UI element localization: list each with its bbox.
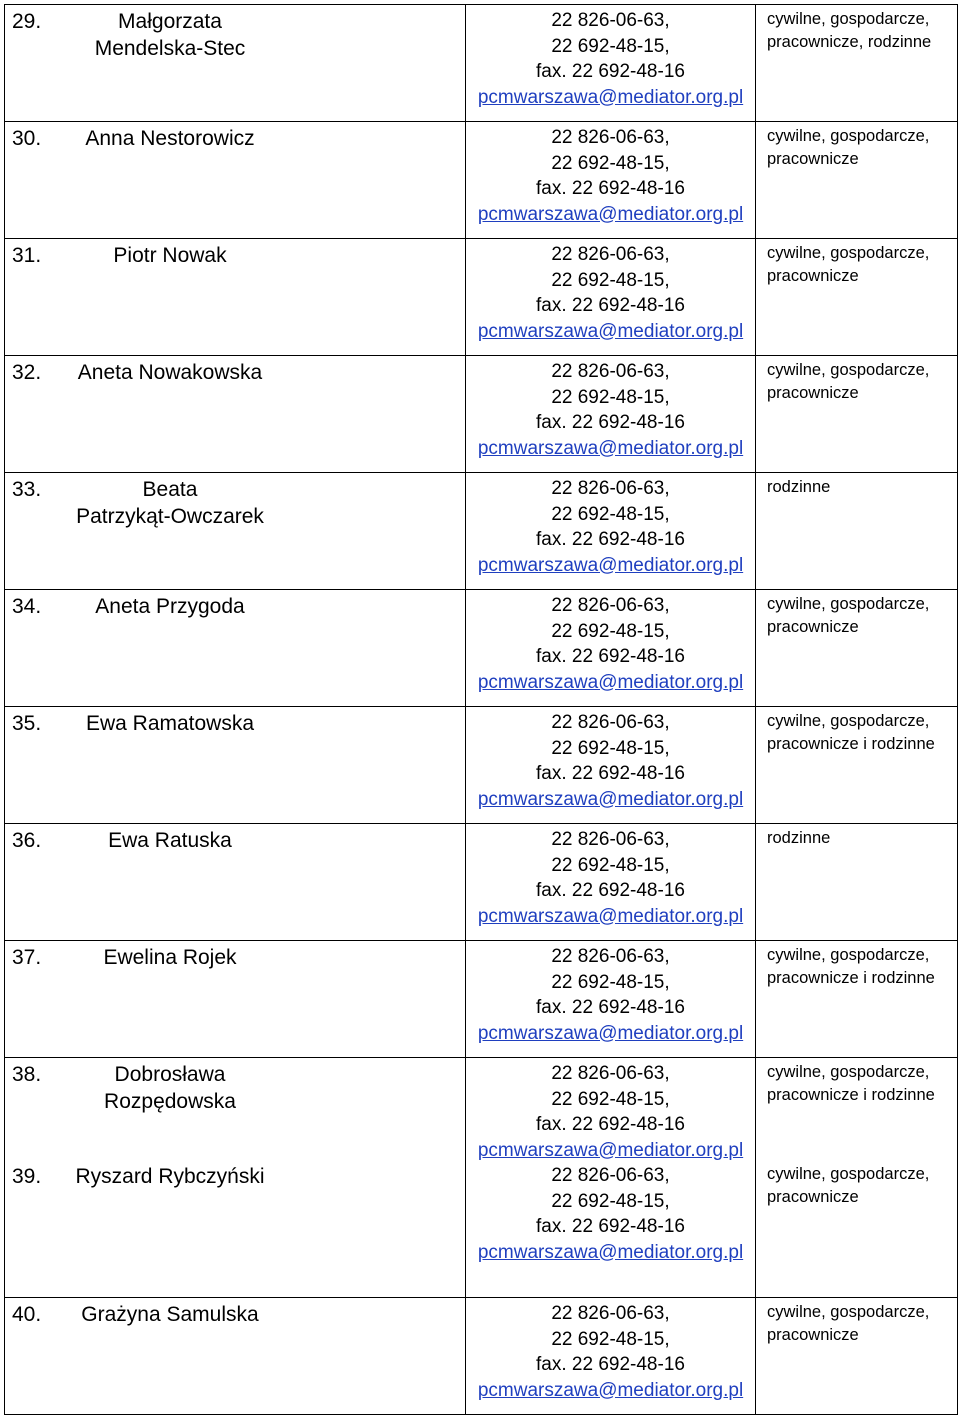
email-link[interactable]: pcmwarszawa@mediator.org.pl bbox=[477, 320, 744, 342]
email-link[interactable]: pcmwarszawa@mediator.org.pl bbox=[477, 1379, 744, 1401]
name-cell bbox=[5, 1160, 466, 1297]
email-link[interactable]: pcmwarszawa@mediator.org.pl bbox=[477, 437, 744, 459]
mediator-name: Ewa Ramatowska bbox=[85, 712, 255, 735]
specialization-cell: cywilne, gospodarcze, pracownicze bbox=[756, 239, 958, 355]
mediator-name: Dobrosława Rozpędowska bbox=[104, 1063, 236, 1113]
mediator-name: Beata Patrzykąt-Owczarek bbox=[76, 478, 264, 528]
email-link[interactable]: pcmwarszawa@mediator.org.pl bbox=[477, 671, 744, 693]
phone-number: 22 692-48-15, bbox=[551, 503, 670, 525]
contact-cell bbox=[466, 473, 756, 589]
phone-number: 22 692-48-15, bbox=[551, 1328, 670, 1350]
email-link[interactable]: pcmwarszawa@mediator.org.pl bbox=[477, 1022, 744, 1044]
table-row bbox=[5, 707, 958, 824]
email-link[interactable]: pcmwarszawa@mediator.org.pl bbox=[477, 203, 744, 225]
row-number: 29. bbox=[12, 10, 42, 33]
phone-number: 22 692-48-15, bbox=[551, 152, 670, 174]
row-number: 36. bbox=[12, 829, 42, 852]
phone-number: 22 692-48-15, bbox=[551, 971, 670, 993]
contact-cell bbox=[466, 356, 756, 472]
fax-number: fax. 22 692-48-16 bbox=[536, 880, 685, 901]
phone-number: 22 692-48-15, bbox=[551, 854, 670, 876]
name-cell bbox=[5, 356, 466, 472]
table-row bbox=[5, 122, 958, 239]
email-link[interactable]: pcmwarszawa@mediator.org.pl bbox=[477, 86, 744, 108]
table-row bbox=[5, 941, 958, 1058]
table-row bbox=[5, 356, 958, 473]
phone-number: 22 692-48-15, bbox=[551, 35, 670, 57]
specialization-cell: cywilne, gospodarcze, pracownicze i rodzinne bbox=[756, 707, 958, 823]
table-row bbox=[5, 590, 958, 707]
contact-cell bbox=[466, 239, 756, 355]
fax-number: fax. 22 692-48-16 bbox=[536, 529, 685, 550]
email-link[interactable]: pcmwarszawa@mediator.org.pl bbox=[477, 788, 744, 810]
email-link[interactable]: pcmwarszawa@mediator.org.pl bbox=[477, 1241, 744, 1263]
row-number: 39. bbox=[12, 1165, 42, 1188]
row-number: 32. bbox=[12, 361, 42, 384]
phone-number: 22 692-48-15, bbox=[551, 1088, 670, 1110]
email-link[interactable]: pcmwarszawa@mediator.org.pl bbox=[477, 1139, 744, 1161]
mediator-name: Małgorzata Mendelska-Stec bbox=[94, 10, 246, 60]
row-number: 34. bbox=[12, 595, 42, 618]
specialization-cell: cywilne, gospodarcze, pracownicze i rodzinne bbox=[756, 941, 958, 1057]
name-cell bbox=[5, 473, 466, 589]
phone-number: 22 692-48-15, bbox=[551, 1190, 670, 1212]
fax-number: fax. 22 692-48-16 bbox=[536, 178, 685, 199]
phone-number: 22 826-06-63, bbox=[551, 127, 670, 148]
fax-number: fax. 22 692-48-16 bbox=[536, 1216, 685, 1237]
contact-cell bbox=[466, 941, 756, 1057]
fax-number: fax. 22 692-48-16 bbox=[536, 997, 685, 1018]
specialization-cell: rodzinne bbox=[756, 824, 958, 940]
phone-number: 22 692-48-15, bbox=[551, 620, 670, 642]
row-number: 40. bbox=[12, 1303, 42, 1326]
fax-number: fax. 22 692-48-16 bbox=[536, 646, 685, 667]
fax-number: fax. 22 692-48-16 bbox=[536, 412, 685, 433]
mediator-name: Ryszard Rybczyński bbox=[75, 1165, 265, 1188]
name-cell bbox=[5, 239, 466, 355]
contact-cell bbox=[466, 590, 756, 706]
table-row bbox=[5, 5, 958, 122]
row-number: 30. bbox=[12, 127, 42, 150]
row-number: 37. bbox=[12, 946, 42, 969]
phone-number: 22 826-06-63, bbox=[551, 244, 670, 265]
specialization-cell: rodzinne bbox=[756, 473, 958, 589]
contact-cell bbox=[466, 5, 756, 121]
contact-cell bbox=[466, 1058, 756, 1160]
contact-cell bbox=[466, 1160, 756, 1297]
name-cell bbox=[5, 824, 466, 940]
name-cell bbox=[5, 5, 466, 121]
name-cell bbox=[5, 941, 466, 1057]
phone-number: 22 692-48-15, bbox=[551, 386, 670, 408]
name-cell bbox=[5, 1058, 466, 1160]
contact-cell bbox=[466, 122, 756, 238]
mediator-name: Grażyna Samulska bbox=[81, 1303, 259, 1326]
contact-cell bbox=[466, 707, 756, 823]
email-link[interactable]: pcmwarszawa@mediator.org.pl bbox=[477, 905, 744, 927]
phone-number: 22 826-06-63, bbox=[551, 361, 670, 382]
phone-number: 22 826-06-63, bbox=[551, 946, 670, 967]
mediator-name: Ewelina Rojek bbox=[103, 946, 237, 969]
mediators-table bbox=[4, 4, 958, 1415]
specialization-cell: cywilne, gospodarcze, pracownicze bbox=[756, 1160, 958, 1297]
specialization-cell: cywilne, gospodarcze, pracownicze i rodzinne bbox=[756, 1058, 958, 1160]
name-cell bbox=[5, 1298, 466, 1414]
table-row bbox=[5, 824, 958, 941]
specialization-cell: cywilne, gospodarcze, pracownicze bbox=[756, 1298, 958, 1414]
phone-number: 22 826-06-63, bbox=[551, 712, 670, 733]
fax-number: fax. 22 692-48-16 bbox=[536, 763, 685, 784]
name-cell bbox=[5, 590, 466, 706]
phone-number: 22 826-06-63, bbox=[551, 1063, 670, 1084]
phone-number: 22 692-48-15, bbox=[551, 737, 670, 759]
row-number: 35. bbox=[12, 712, 42, 735]
specialization-cell: cywilne, gospodarcze, pracownicze, rodzinne bbox=[756, 5, 958, 121]
email-link[interactable]: pcmwarszawa@mediator.org.pl bbox=[477, 554, 744, 576]
phone-number: 22 692-48-15, bbox=[551, 269, 670, 291]
mediator-name: Aneta Przygoda bbox=[95, 595, 245, 618]
table-row bbox=[5, 1160, 958, 1298]
phone-number: 22 826-06-63, bbox=[551, 829, 670, 850]
name-cell bbox=[5, 707, 466, 823]
phone-number: 22 826-06-63, bbox=[551, 1165, 670, 1186]
contact-cell bbox=[466, 1298, 756, 1414]
phone-number: 22 826-06-63, bbox=[551, 595, 670, 616]
mediator-name: Anna Nestorowicz bbox=[85, 127, 255, 150]
table-row bbox=[5, 473, 958, 590]
mediator-name: Piotr Nowak bbox=[113, 244, 227, 267]
mediator-name: Ewa Ratuska bbox=[108, 829, 232, 852]
specialization-cell: cywilne, gospodarcze, pracownicze bbox=[756, 590, 958, 706]
fax-number: fax. 22 692-48-16 bbox=[536, 1114, 685, 1135]
table-row bbox=[5, 1298, 958, 1415]
specialization-cell: cywilne, gospodarcze, pracownicze bbox=[756, 122, 958, 238]
phone-number: 22 826-06-63, bbox=[551, 478, 670, 499]
table-row bbox=[5, 1058, 958, 1160]
fax-number: fax. 22 692-48-16 bbox=[536, 1354, 685, 1375]
mediator-name: Aneta Nowakowska bbox=[77, 361, 263, 384]
table-row bbox=[5, 239, 958, 356]
name-cell bbox=[5, 122, 466, 238]
phone-number: 22 826-06-63, bbox=[551, 10, 670, 31]
fax-number: fax. 22 692-48-16 bbox=[536, 61, 685, 82]
row-number: 31. bbox=[12, 244, 42, 267]
row-number: 33. bbox=[12, 478, 42, 501]
specialization-cell: cywilne, gospodarcze, pracownicze bbox=[756, 356, 958, 472]
fax-number: fax. 22 692-48-16 bbox=[536, 295, 685, 316]
phone-number: 22 826-06-63, bbox=[551, 1303, 670, 1324]
row-number: 38. bbox=[12, 1063, 42, 1086]
contact-cell bbox=[466, 824, 756, 940]
